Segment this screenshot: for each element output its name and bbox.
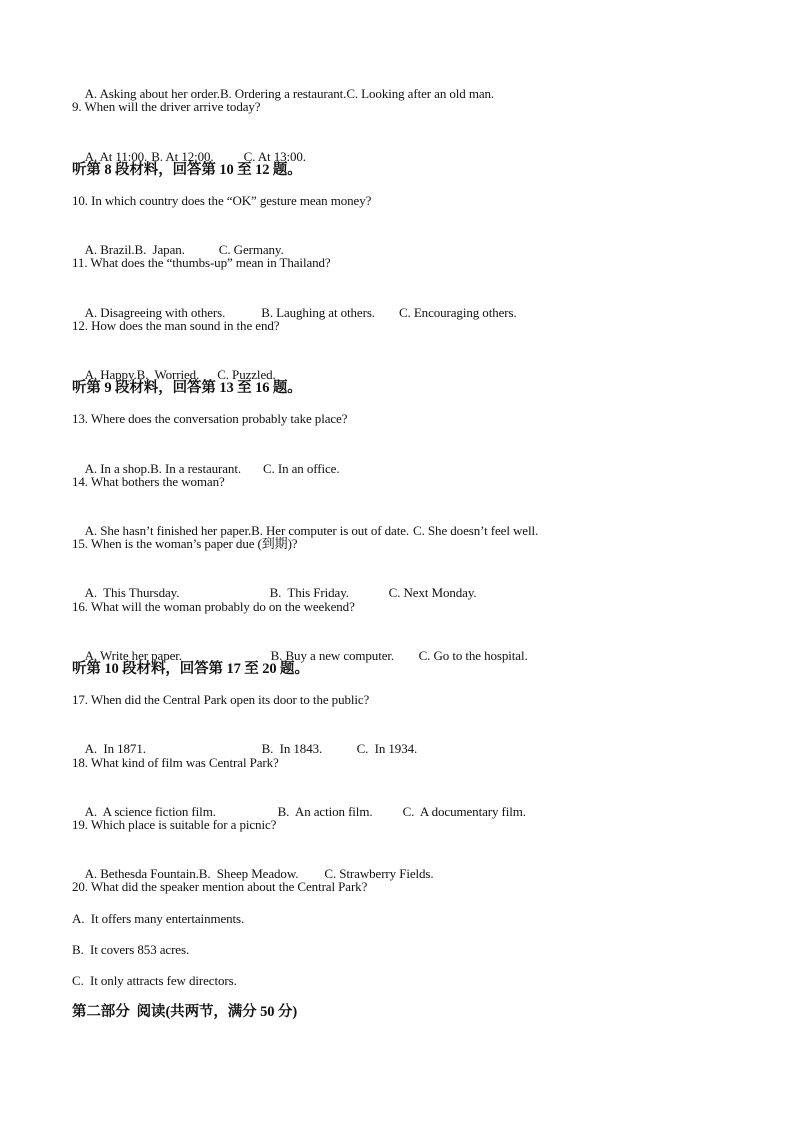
section-heading: 听第 9 段材料，回答第 13 至 16 题。 (72, 380, 302, 396)
option-c: C. In 1934. (356, 741, 418, 756)
question-12: 12. How does the man sound in the end? (72, 318, 280, 333)
option-a: A. This Thursday. (84, 585, 180, 600)
question-15: 15. When is the woman’s paper due (到期)? (72, 536, 298, 551)
option-c: C. Next Monday. (388, 585, 477, 600)
question-14: 14. What bothers the woman? (72, 474, 225, 489)
option-c: C. Go to the hospital. (418, 648, 528, 663)
option-b: B. Japan. (134, 242, 185, 257)
question-11: 11. What does the “thumbs-up” mean in Thailand? (72, 255, 331, 270)
option-b: B. An action film. (277, 804, 373, 819)
option-b: B. Buy a new computer. (270, 648, 395, 663)
question-16: 16. What will the woman probably do on the weekend? (72, 599, 355, 614)
option-c: C. At 13:00. (243, 149, 306, 164)
option-c: C. She doesn’t feel well. (413, 523, 539, 538)
question-10: 10. In which country does the “OK” gesture mean money? (72, 193, 372, 208)
question-20: 20. What did the speaker mention about the Central Park? (72, 879, 368, 894)
option-c: C. Encouraging others. (398, 305, 517, 320)
option-c: C. Puzzled. (217, 367, 276, 382)
option-c: C. Looking after an old man. (346, 86, 495, 101)
question-18: 18. What kind of film was Central Park? (72, 755, 279, 770)
option-b: B. In a restaurant. (150, 461, 241, 476)
option-b: B. It covers 853 acres. (72, 942, 190, 957)
part-heading: 第二部分 阅读(共两节，满分 50 分) (72, 1004, 298, 1020)
option-a: A. Asking about her order. (84, 86, 220, 101)
question-13: 13. Where does the conversation probably take place? (72, 411, 348, 426)
option-b: B. Sheep Meadow. (198, 866, 299, 881)
option-b: B. Laughing at others. (261, 305, 375, 320)
section-heading: 听第 8 段材料，回答第 10 至 12 题。 (72, 162, 302, 178)
option-a: A. Bethesda Fountain. (84, 866, 199, 881)
option-c: C. A documentary film. (402, 804, 526, 819)
question-17: 17. When did the Central Park open its door to the public? (72, 692, 370, 707)
option-a: A. In a shop. (84, 461, 151, 476)
option-a: A. In 1871. (84, 741, 146, 756)
section-heading: 听第 10 段材料，回答第 17 至 20 题。 (72, 661, 309, 677)
option-a: A. It offers many entertainments. (72, 911, 245, 926)
option-c: C. It only attracts few directors. (72, 973, 237, 988)
option-b: B. This Friday. (269, 585, 349, 600)
option-a: A. A science fiction film. (84, 804, 216, 819)
option-a: A. At 11:00. (84, 149, 148, 164)
option-b: B. At 12:00. (151, 149, 214, 164)
option-b: B. In 1843. (261, 741, 323, 756)
option-a: A. Write her paper. (84, 648, 182, 663)
question-9: 9. When will the driver arrive today? (72, 99, 261, 114)
option-c: C. In an office. (262, 461, 340, 476)
option-a: A. Happy. (84, 367, 137, 382)
option-a: A. Brazil. (84, 242, 135, 257)
option-b: B. Ordering a restaurant. (219, 86, 347, 101)
option-b: B. Her computer is out of date. (251, 523, 410, 538)
option-c: C. Strawberry Fields. (324, 866, 434, 881)
question-19: 19. Which place is suitable for a picnic? (72, 817, 277, 832)
option-c: C. Germany. (218, 242, 284, 257)
option-a: A. Disagreeing with others. (84, 305, 226, 320)
option-b: B. Worried. (136, 367, 200, 382)
option-a: A. She hasn’t finished her paper. (84, 523, 252, 538)
